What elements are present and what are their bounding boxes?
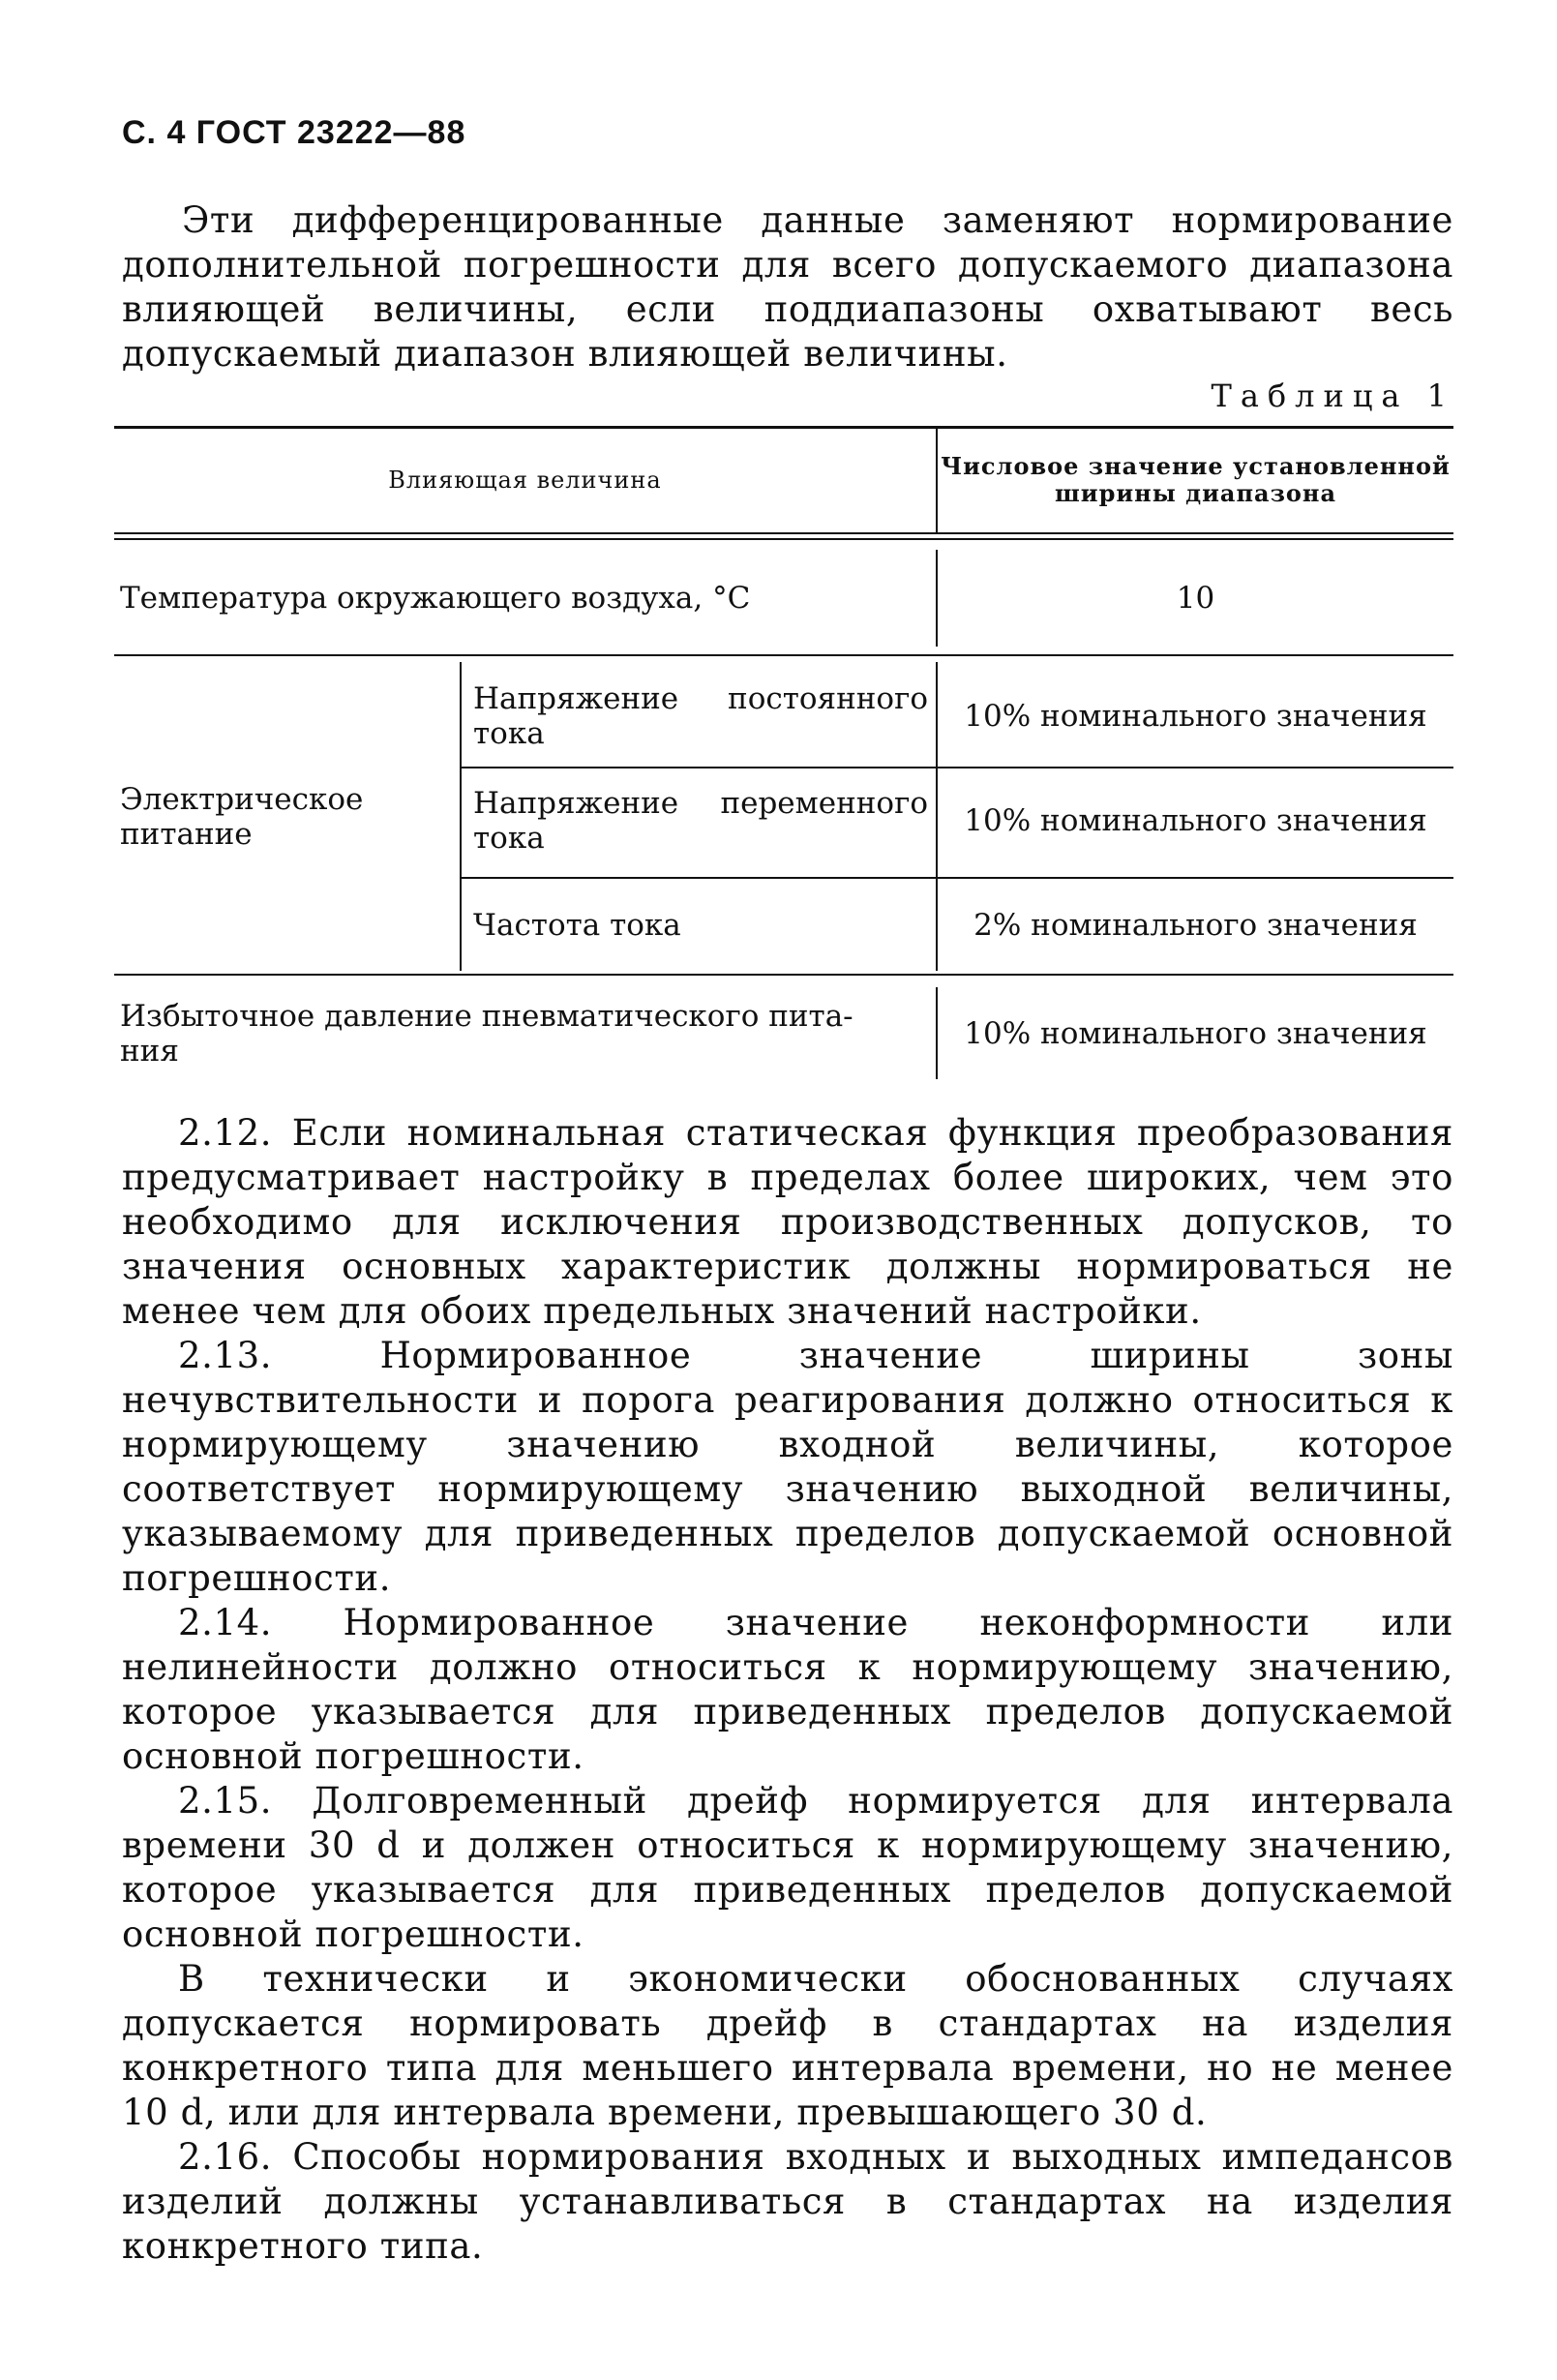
power-rule [114,974,1453,976]
col1-header: Влияющая величина [388,467,662,494]
intro-paragraph: Эти дифференцированные данные заменяют нормирование дополнительной погрешности для всего допускаемого диапазона влияющей величины, если поддиапазоны охватывают весь допускаемый диапазон влияющей величины. [122,199,1453,375]
pressure-label: Избыточное давление пневматического пита- ния [120,998,853,1069]
temp-rule [114,654,1453,656]
paragraph-2-15: 2.15. Долговременный дрейф нормируется для интервала времени 30 d и должен относиться к нормирующему значению, которое указывается для приведенных пределов допускаемой основной погрешности. [122,1780,1453,1955]
ac-value: 10% номинального значения [964,803,1427,838]
ac-rule [460,877,1453,879]
table-caption: Таблица 1 [1211,377,1455,414]
col2-header: Числовое значение установленной ширины диапазона [941,452,1451,507]
power-group-label: Электрическое питание [120,781,364,852]
pressure-value: 10% номинального значения [964,1015,1427,1051]
paragraph-2-14: 2.14. Нормированное значение неконформности или нелинейности должно относиться к нормирующему значению, которое указывается для приведенных пределов допускаемой основной погрешности. [122,1602,1453,1777]
dc-label: Напряжение постоянного тока [473,681,928,751]
freq-label: Частота тока [473,908,681,943]
group-divider [460,662,462,971]
page-header: С. 4 ГОСТ 23222—88 [122,114,466,151]
header-rule-1 [114,532,1453,534]
paragraph-2-12: 2.12. Если номинальная статическая функция преобразования предусматривает настройку в пределах более широких, чем это необходимо для исключения производственных допусков, то значения основных характеристик должны нормироваться не менее чем для обоих предельных значений настройки. [122,1112,1453,1332]
body-text [122,1111,1453,2269]
ac-label: Напряжение переменного тока [473,786,928,856]
temp-label: Температура окружающего воздуха, °С [120,581,751,616]
dc-value: 10% номинального значения [964,699,1427,734]
paragraph-drift: В технически и экономически обоснованных случаях допускается нормировать дрейф в стандартах на изделия конкретного типа для меньшего интервала времени, но не менее 10 d, или для интервала времени, превышающего 30 d. [122,1958,1453,2133]
dc-rule [460,767,1453,768]
header-rule-2 [114,538,1453,540]
freq-value: 2% номинального значения [973,908,1418,943]
paragraph-2-16: 2.16. Способы нормирования входных и выходных импедансов изделий должны устанавливаться в стандартах на изделия конкретного типа. [122,2136,1453,2267]
paragraph-2-13: 2.13. Нормированное значение ширины зоны нечувствительности и порога реагирования должно относиться к нормирующему значению входной величины, которое соответствует нормирующему значению выходной величины, указываемому для приведенных пределов допускаемой основной погрешности. [122,1335,1453,1599]
temp-value: 10 [1176,581,1215,616]
